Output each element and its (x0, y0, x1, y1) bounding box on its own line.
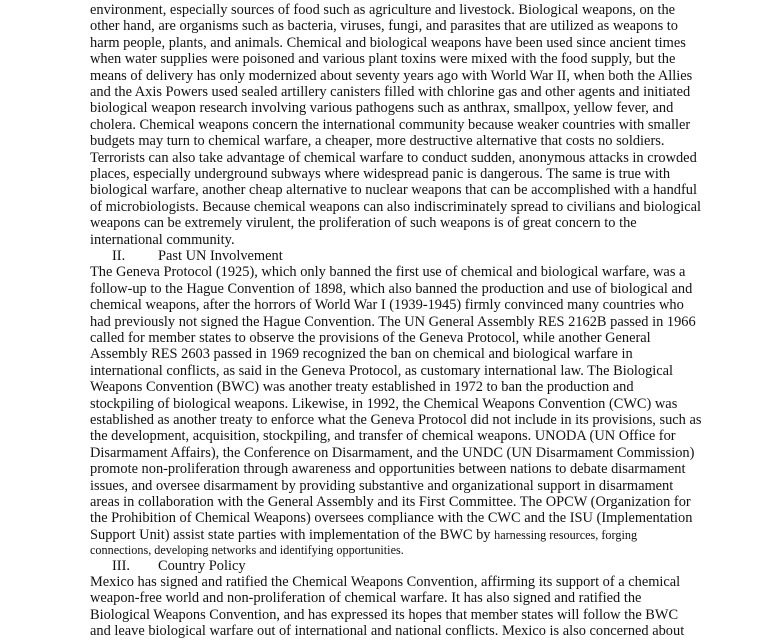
intro-line: of microbiologists. Because chemical weapons can also indiscriminately spread to civilians and biological (90, 198, 702, 215)
section2-line: established as another treaty to enforce what the Geneva Protocol did not include in its provisions, such as (90, 412, 702, 428)
section-title: Country Policy (158, 557, 246, 574)
intro-line: when water supplies were poisoned and various plant toxins were mixed with the food supply, but the (90, 51, 676, 68)
section2-line: Weapons Convention (BWC) was another treaty established in 1972 to ban the production and (90, 379, 634, 396)
section2-small-line: connections, developing networks and identifying opportunities. (90, 543, 404, 558)
section2-line: stockpiling of biological weapons. Likewise, in 1992, the Chemical Weapons Convention (CWC) was (90, 395, 678, 412)
intro-line: biological weapon research involving various pathogens such as anthrax, smallpox, yellow fever, and (90, 100, 674, 117)
section3-line: Biological Weapons Convention, and has expressed its hopes that member states will follow the BWC (90, 606, 679, 623)
section2-line: areas in collaboration with the General Assembly and its First Committee. The OPCW (Organization for (90, 494, 691, 510)
intro-line: weapons can be extremely virulent, the proliferation of such weapons is of great concern to the (90, 215, 637, 232)
section2-text-small: harnessing resources, forging (494, 527, 638, 542)
section2-line: issues, and oversee disarmament by providing substantive and organizational support in disarmament (90, 477, 674, 494)
section2-line: called for member states to observe the provisions of the Geneva Protocol, while another General (90, 330, 651, 346)
section3-line: weapon-free world and non-proliferation of chemical warfare. It has also signed and ratified the (90, 590, 642, 607)
section2-line: the development, acquisition, stockpiling, and transfer of chemical weapons. UNODA (UN Office for (90, 428, 676, 445)
section2-line: the Prohibition of Chemical Weapons) oversees compliance with the CWC and the ISU (Implementation (90, 510, 693, 527)
intro-line: cholera. Chemical weapons concern the international community because weaker countries with smaller (90, 116, 691, 133)
intro-line: other hand, are organisms such as bacteria, viruses, fungi, and parasites that are utilized as weapons to (90, 18, 678, 35)
section-numeral: II. (112, 248, 126, 264)
section2-line: The Geneva Protocol (1925), which only banned the first use of chemical and biological warfare, was a (90, 264, 686, 281)
section2-line: chemical weapons, after the horrors of World War I (1939-1945) firmly convinced many countries who (90, 297, 684, 314)
section2-line: Disarmament Affairs), the Conference on Disarmament, and the UNDC (UN Disarmament Commission) (90, 444, 695, 461)
intro-line: biological warfare, another cheap alternative to nuclear weapons that can be accomplished with a handful (90, 182, 697, 199)
section2-line: promote non-proliferation through awareness and opportunities between nations to debate disarmament (90, 461, 686, 478)
section2-line: international conflicts, as said in the Geneva Protocol, as customary international law. The Biological (90, 362, 674, 379)
section-title: Past UN Involvement (158, 248, 283, 264)
intro-line: means of delivery has only modernized about seventy years ago with World War II, when both the Allies (90, 67, 693, 84)
section-numeral: III. (112, 557, 130, 574)
section2-text-normal: Support Unit) assist state parties with implementation of the BWC by (90, 526, 495, 543)
section2-line: follow-up to the Hague Convention of 1898, which also banned the production and use of biological and (90, 280, 693, 297)
intro-line: budgets may turn to chemical warfare, a cheaper, more destructive alternative that costs no soldiers. (90, 133, 665, 150)
intro-line: places, especially underground subways where widespread panic is dangerous. The same is true with (90, 166, 671, 182)
intro-line: international community. (90, 231, 235, 248)
section3-line: Mexico has signed and ratified the Chemical Weapons Convention, affirming its support of a chemical (90, 574, 681, 590)
section2-line: had previously not signed the Hague Convention. The UN General Assembly RES 2162B passed in 1966 (90, 313, 696, 330)
intro-line: and the Axis Powers used sealed artillery canisters filled with chlorine gas and other agents and initiated (90, 84, 691, 100)
section3-line: and leave biological warfare out of international and national conflicts. Mexico is also concerned about (90, 623, 685, 640)
section2-mixed-line (90, 527, 690, 543)
section2-line: Assembly RES 2603 passed in 1969 recognized the ban on chemical and biological warfare in (90, 346, 633, 363)
intro-line: Terrorists can also take advantage of chemical warfare to conduct sudden, anonymous attacks in crowded (90, 149, 697, 166)
intro-line: harm people, plants, and animals. Chemical and biological weapons have been used since ancient times (90, 34, 686, 51)
intro-line: environment, especially sources of food such as agriculture and livestock. Biological weapons, on the (90, 2, 676, 18)
